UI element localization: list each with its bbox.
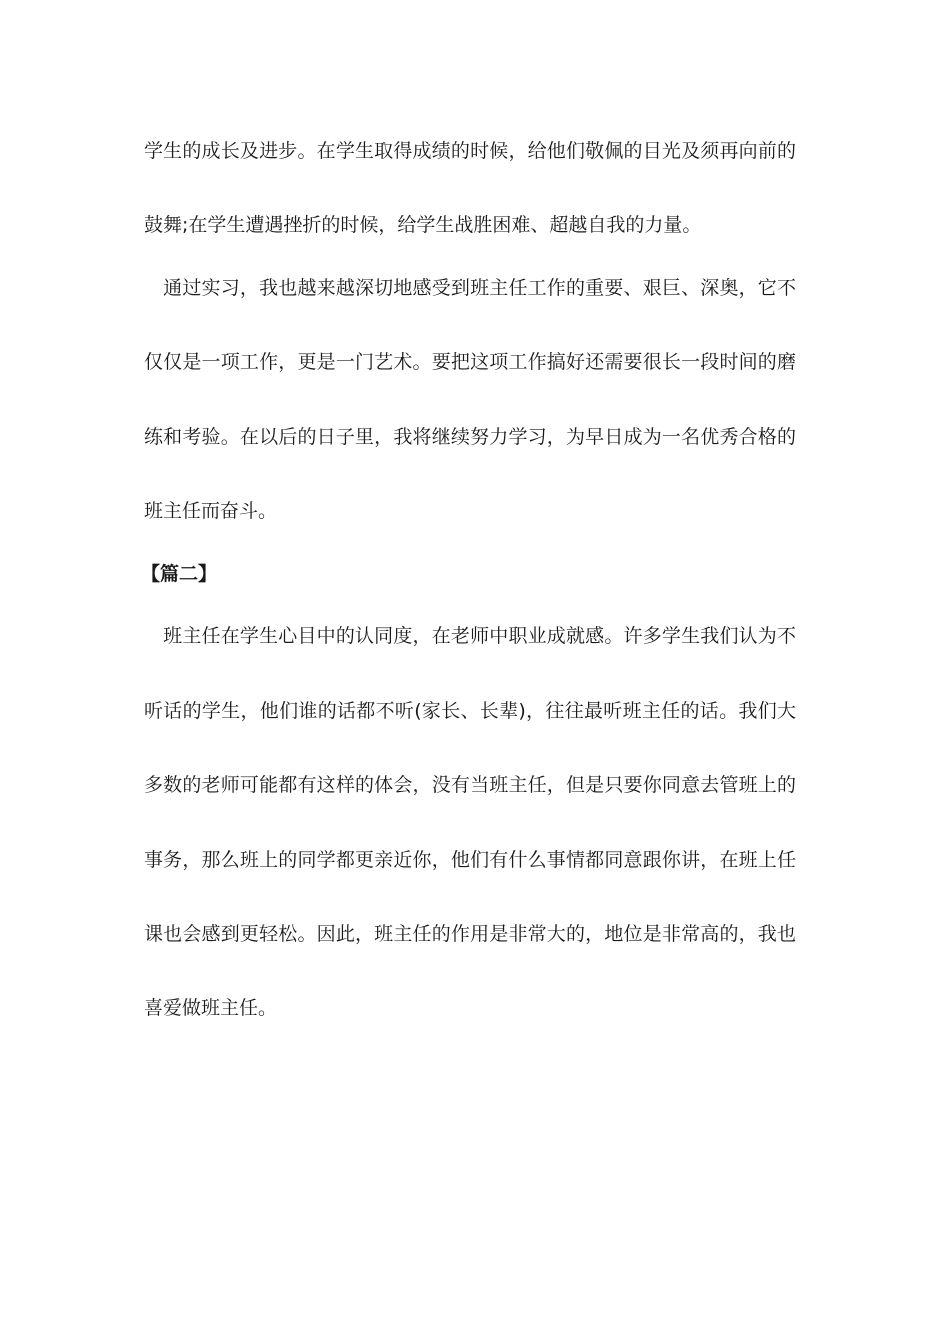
paragraph-line: 通过实习，我也越来越深切地感受到班主任工作的重要、艰巨、深奥，它不 <box>144 277 796 299</box>
paragraph-line: 喜爱做班主任。 <box>144 997 278 1019</box>
paragraph-line: 课也会感到更轻松。因此，班主任的作用是非常大的，地位是非常高的，我也 <box>144 923 796 945</box>
section-heading: 【篇二】 <box>141 563 218 585</box>
paragraph-line: 学生的成长及进步。在学生取得成绩的时候，给他们敬佩的目光及须再向前的 <box>144 140 796 162</box>
paragraph-line: 鼓舞;在学生遭遇挫折的时候，给学生战胜困难、超越自我的力量。 <box>144 214 702 236</box>
paragraph-line: 练和考验。在以后的日子里，我将继续努力学习，为早日成为一名优秀合格的 <box>144 426 796 448</box>
paragraph-line: 仅仅是一项工作，更是一门艺术。要把这项工作搞好还需要很长一段时间的磨 <box>144 351 796 373</box>
paragraph-line: 多数的老师可能都有这样的体会，没有当班主任，但是只要你同意去管班上的 <box>144 774 796 796</box>
paragraph-line: 听话的学生，他们谁的话都不听(家长、长辈)，往往最听班主任的话。我们大 <box>144 700 796 722</box>
paragraph-line: 事务，那么班上的同学都更亲近你，他们有什么事情都同意跟你讲，在班上任 <box>144 849 796 871</box>
paragraph-line: 班主任而奋斗。 <box>144 500 278 522</box>
paragraph-line: 班主任在学生心目中的认同度，在老师中职业成就感。许多学生我们认为不 <box>144 625 796 647</box>
